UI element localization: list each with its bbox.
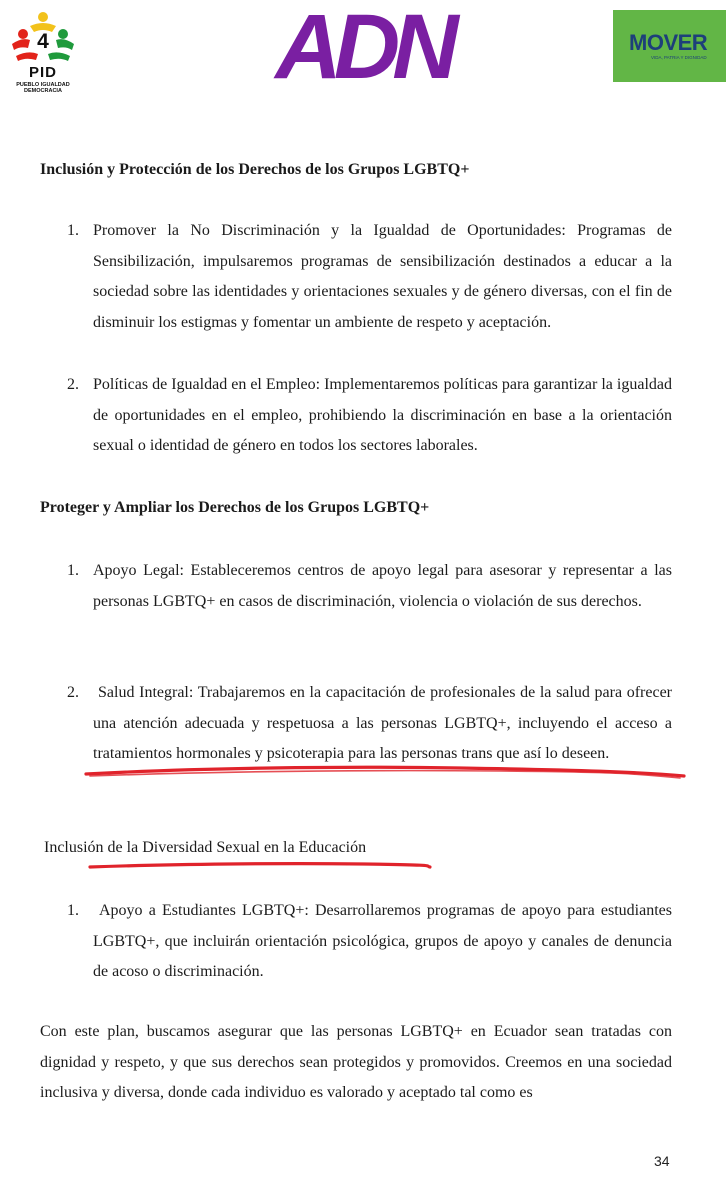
pid-tagline: PUEBLO IGUALDAD DEMOCRACIA [16,82,70,94]
list-item: Apoyo a Estudiantes LGBTQ+: Desarrollaremos programas de apoyo para estudiantes LGBTQ+, que incluirán orientación psicológica, grupos de apoyo y canales de denuncia de acoso o discriminación. [93,902,672,980]
section-heading-inclusion: Inclusión y Protección de los Derechos de los Grupos LGBTQ+ [40,161,470,178]
list-item: Salud Integral: Trabajaremos en la capacitación de profesionales de la salud para ofrecer una atención adecuada y respetuosa a las personas LGBTQ+, incluyendo el acceso a tratamientos hormonales y psicoterapia para las personas trans que así lo deseen. [93,684,672,762]
list-number: 2. [67,376,79,393]
adn-text: ADN [275,6,451,86]
page-number: 34 [654,1153,670,1169]
pid-logo [8,10,78,100]
list-item: Promover la No Discriminación y la Igualdad de Oportunidades: Programas de Sensibilización, impulsaremos programas de sensibilización destinados a educar a la sociedad sobre las identidades y orientaciones sexuales y de género diversas, con el fin de disminuir los estigmas y fomentar un ambiente de respeto y aceptación. [93,222,672,331]
section-heading-education: Inclusión de la Diversidad Sexual en la Educación [44,839,367,856]
list-number: 1. [67,222,79,239]
list-number: 1. [67,562,79,579]
list-item: Apoyo Legal: Estableceremos centros de apoyo legal para asesorar y representar a las personas LGBTQ+ en casos de discriminación, violencia o violación de sus derechos. [93,562,672,610]
mover-logo [613,10,726,82]
closing-paragraph: Con este plan, buscamos asegurar que las personas LGBTQ+ en Ecuador sean tratadas con dignidad y respeto, y que sus derechos sean protegidos y promovidos. Creemos en una sociedad inclusiva y diversa, donde cada individuo es valorado y aceptado tal como es [40,1023,672,1101]
adn-logo [264,6,462,86]
list-number: 2. [67,684,79,701]
pid-word: PID [28,64,57,81]
red-underline-annotation [84,857,436,875]
pid-number: 4 [37,30,49,53]
section-heading-protect: Proteger y Ampliar los Derechos de los Grupos LGBTQ+ [40,499,430,516]
list-number: 1. [67,902,79,919]
mover-subtitle: VIDA, PATRIA Y DIGNIDAD [651,55,707,60]
mover-word: MOVER [629,30,708,55]
list-item: Políticas de Igualdad en el Empleo: Implementaremos políticas para garantizar la igualdad de oportunidades en el empleo, prohibiendo la discriminación en base a la orientación sexual o identidad de género en todos los sectores laborales. [93,376,672,454]
adn-wordmark-icon [264,6,462,86]
